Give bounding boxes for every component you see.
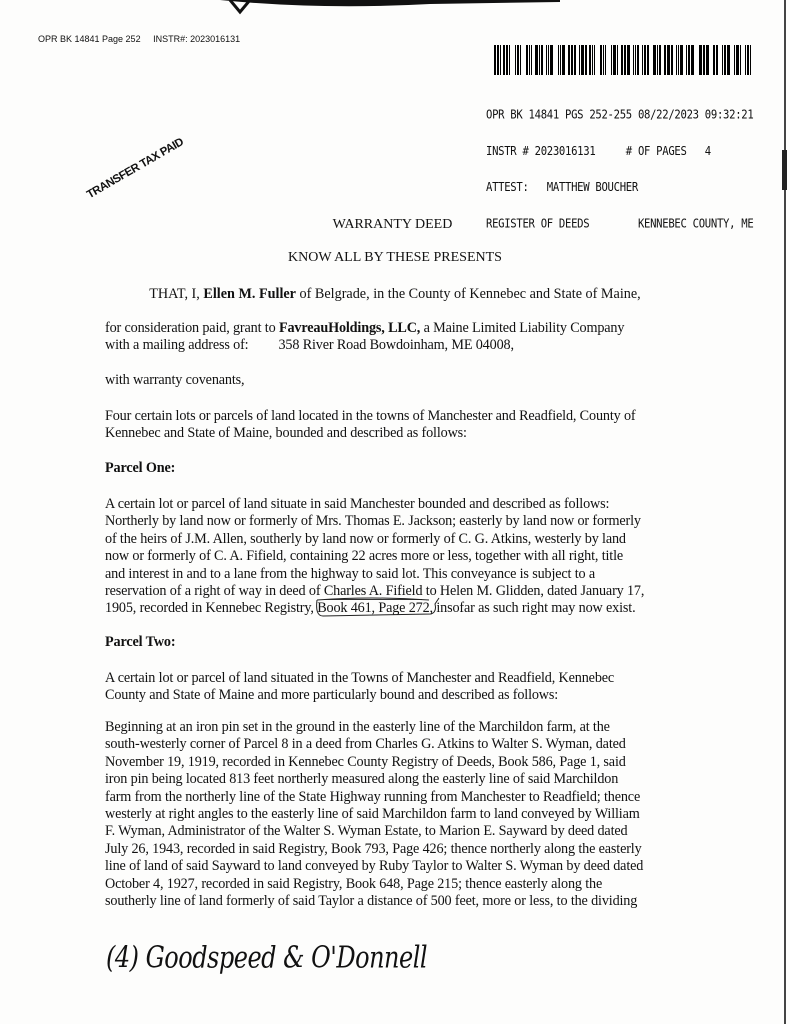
barcode-bar — [731, 45, 734, 75]
underlined-name: Charles A. Fifield — [323, 583, 423, 600]
barcode-bar — [688, 45, 691, 75]
barcode-bar — [560, 45, 562, 75]
barcode-bar — [674, 45, 676, 75]
barcode-bar — [589, 45, 591, 75]
line-text: insofar as such right may now exist. — [432, 600, 636, 617]
stamp-line-register: REGISTER OF DEEDS KENNEBEC COUNTY, ME — [486, 216, 754, 231]
handwritten-note: (4) Goodspeed & O'Donnell — [106, 940, 428, 975]
barcode-bar — [605, 45, 606, 75]
barcode-bar — [596, 45, 599, 75]
parcel-two-line: July 26, 1943, recorded in said Registry, Book 793, Page 426; thence northerly along the easterly — [105, 840, 642, 857]
barcode-bar — [588, 45, 589, 75]
scan-artifact-swoosh — [200, 0, 560, 16]
grantor-prefix: THAT, I, — [149, 286, 200, 302]
barcode-bar — [541, 45, 543, 75]
parcel-two-line: October 4, 1927, recorded in said Registry, Book 648, Page 215; thence easterly along the — [105, 875, 603, 892]
document-title: WARRANTY DEED — [332, 217, 453, 232]
barcode-bar — [571, 45, 573, 75]
barcode-bar — [592, 45, 593, 75]
barcode-bar — [642, 45, 643, 75]
parcel-two-intro-line: County and State of Maine and more particularly bound and described as follows: — [105, 687, 559, 704]
barcode-bar — [497, 45, 499, 75]
grantor-suffix: of Belgrade, in the County of Kennebec and State of Maine, — [299, 286, 641, 302]
parcel-two-line: Beginning at an iron pin set in the ground in the easterly line of the Marchildon farm, at the — [105, 719, 610, 735]
parcel-one-line: now or formerly of C. A. Fifield, containing 22 acres more or less, together with all right, title — [105, 548, 624, 565]
barcode-bar — [515, 45, 517, 75]
barcode-bar — [745, 45, 747, 75]
parcel-one-line: and interest in and to a lane from the highway to said lot. This conveyance is subject to a — [105, 565, 596, 582]
parcel-one-line: of the heirs of J.M. Allen, southerly by land now or formerly of C. G. Atkins, westerly by land — [105, 530, 626, 547]
barcode-bar — [529, 45, 530, 75]
barcode-bar — [544, 45, 546, 75]
address-label: with a mailing address of: — [105, 337, 249, 354]
barcode-bar — [662, 45, 664, 75]
barcode-bar — [633, 45, 634, 75]
barcode-bar — [577, 45, 578, 75]
barcode-bar — [680, 45, 683, 75]
barcode-bar — [607, 45, 610, 75]
parcel-two-line: November 19, 1919, recorded in Kennebec County Registry of Deeds, Book 586, Page 1, said — [105, 753, 626, 770]
barcode-bar — [554, 45, 557, 75]
barcode-bar — [613, 45, 616, 75]
covenants-text: with warranty covenants, — [105, 372, 245, 388]
barcode-bar — [734, 45, 735, 75]
parcel-two-line: south-westerly corner of Parcel 8 in a deed from Charles G. Atkins to Walter S. Wyman, dated — [105, 736, 626, 753]
barcode-bar — [676, 45, 677, 75]
barcode-bar — [568, 45, 570, 75]
document-subtitle: KNOW ALL BY THESE PRESENTS — [288, 250, 502, 265]
parcel-one-line: Northerly by land now or formerly of Mrs. Thomas E. Jackson; easterly by land now or formerly — [105, 513, 641, 530]
barcode-bar — [558, 45, 559, 75]
line-text: 1905, recorded in Kennebec Registry, — [105, 600, 318, 617]
barcode-bar — [533, 45, 534, 75]
barcode-bar — [522, 45, 525, 75]
circled-book-reference — [317, 600, 433, 616]
barcode-bar — [539, 45, 540, 75]
barcode-bar — [574, 45, 577, 75]
line-text: to Helen M. Glidden, dated January 17, — [422, 583, 645, 600]
parcel-two-line: F. Wyman, Administrator of the Walter S. Wyman Estate, to Marion E. Sayward by deed dated — [105, 823, 628, 840]
barcode-bar — [640, 45, 641, 75]
parcel-two-line: westerly at right angles to the easterly line of said Marchildon farm to land conveyed by William — [105, 806, 640, 823]
parcel-one-line: A certain lot or parcel of land situate in said Manchester bounded and described as follows: — [105, 496, 610, 512]
barcode-bar — [566, 45, 567, 75]
barcode-bar — [650, 45, 652, 75]
barcode-bar — [603, 45, 605, 75]
barcode-bar — [506, 45, 508, 75]
barcode-bar — [503, 45, 505, 75]
grantee-address: 358 River Road Bowdoinham, ME 04008, — [278, 337, 514, 354]
barcode-bar — [684, 45, 685, 75]
barcode-bar — [664, 45, 666, 75]
parcel-one-heading: Parcel One: — [105, 460, 176, 476]
barcode-bar — [722, 45, 723, 75]
parcel-two-line: iron pin being located 813 feet northerly measured along the easterly line of said Marchildon — [105, 771, 619, 788]
barcode-bar — [594, 45, 595, 75]
barcode-bar — [520, 45, 521, 75]
barcode-bar — [500, 45, 501, 75]
barcode-bar — [695, 45, 698, 75]
scan-edge-shadow — [778, 0, 790, 1024]
grantor-name: Ellen M. Fuller — [203, 286, 296, 302]
transfer-tax-stamp: TRANSFER TAX PAID — [85, 136, 186, 202]
barcode-bar — [699, 45, 702, 75]
barcode-bar — [517, 45, 519, 75]
barcode-bar — [600, 45, 602, 75]
barcode-bar — [535, 45, 538, 75]
barcode-bar — [611, 45, 612, 75]
barcode-bar — [647, 45, 650, 75]
barcode-bar — [624, 45, 626, 75]
barcode-bar — [548, 45, 549, 75]
header-instrument-number: INSTR#: 2023016131 — [153, 34, 241, 44]
parcel-two-line: southerly line of land formerly of said Taylor a distance of 500 feet, more or less, to the dividing — [105, 893, 638, 910]
barcode-bar — [678, 45, 679, 75]
barcode-bar — [635, 45, 636, 75]
barcode-bar — [717, 45, 718, 75]
barcode-bar — [686, 45, 687, 75]
line-text: reservation of a right of way in deed of — [105, 583, 324, 600]
grantee-name: FavreauHoldings, LLC, — [278, 320, 421, 336]
intro-paragraph — [105, 408, 695, 443]
barcode-bar — [526, 45, 528, 75]
barcode-bar — [511, 45, 514, 75]
barcode-bar — [667, 45, 670, 75]
parcel-two-intro — [105, 670, 695, 705]
barcode-bar — [713, 45, 715, 75]
barcode-bar — [579, 45, 580, 75]
barcode-bar — [619, 45, 620, 75]
barcode-bar — [621, 45, 623, 75]
hand-drawn-circle-mark — [311, 594, 449, 620]
grantor-line — [0, 286, 790, 303]
barcode-bar — [581, 45, 584, 75]
parcel-two-intro-line: A certain lot or parcel of land situated in the Towns of Manchester and Readfield, Kennebec — [105, 670, 615, 686]
parcel-two-heading: Parcel Two: — [105, 634, 176, 650]
barcode-bar — [644, 45, 646, 75]
barcode-bar — [631, 45, 633, 75]
covenants-clause — [105, 372, 695, 389]
barcode-bar — [585, 45, 587, 75]
barcode-bar — [657, 45, 658, 75]
barcode-bar — [747, 45, 749, 75]
barcode-bar — [750, 45, 751, 75]
barcode-bar — [531, 45, 533, 75]
barcode-bar — [703, 45, 706, 75]
intro-line: Kennebec and State of Maine, bounded and described as follows: — [105, 425, 467, 442]
barcode — [494, 45, 752, 75]
barcode-bar — [653, 45, 656, 75]
barcode-bar — [659, 45, 661, 75]
barcode-bar — [617, 45, 619, 75]
barcode-bar — [724, 45, 726, 75]
barcode-bar — [716, 45, 717, 75]
grantee-clause — [105, 320, 695, 355]
barcode-bar — [550, 45, 553, 75]
intro-line: Four certain lots or parcels of land located in the towns of Manchester and Readfield, County of — [105, 408, 636, 424]
stamp-line-attest: ATTEST: MATTHEW BOUCHER — [486, 180, 638, 195]
barcode-bar — [494, 45, 496, 75]
barcode-bar — [710, 45, 712, 75]
barcode-bar — [691, 45, 694, 75]
stamp-line-book-pages-date: OPR BK 14841 PGS 252-255 08/22/2023 09:32:21 — [486, 108, 754, 122]
barcode-bar — [627, 45, 630, 75]
recording-stamp — [486, 45, 756, 232]
barcode-bar — [509, 45, 510, 75]
grantee-suffix: a Maine Limited Liability Company — [423, 320, 625, 336]
barcode-bar — [637, 45, 639, 75]
barcode-bar — [502, 45, 503, 75]
header-book-page: OPR BK 14841 Page 252 — [38, 34, 141, 44]
barcode-bar — [736, 45, 739, 75]
header-reference — [38, 34, 240, 44]
barcode-bar — [706, 45, 709, 75]
barcode-bar — [740, 45, 741, 75]
parcel-two-description — [105, 719, 695, 910]
barcode-bar — [742, 45, 744, 75]
grantee-prefix: for consideration paid, grant to — [105, 320, 276, 336]
barcode-bar — [727, 45, 730, 75]
parcel-two-line: line of land of said Sayward to land conveyed by Ruby Taylor to Walter S. Wyman by deed dated — [105, 858, 644, 875]
parcel-one-line — [105, 600, 695, 617]
book-page-reference: Book 461, Page 272, — [317, 600, 433, 617]
barcode-bar — [719, 45, 721, 75]
parcel-two-line: farm from the northerly line of the State Highway running from Manchester to Readfield; thence — [105, 788, 641, 805]
parcel-one-description — [105, 496, 695, 618]
barcode-bar — [546, 45, 547, 75]
barcode-bar — [562, 45, 565, 75]
stamp-line-instrument-pages: INSTR # 2023016131 # OF PAGES 4 — [486, 144, 711, 159]
barcode-bar — [671, 45, 673, 75]
